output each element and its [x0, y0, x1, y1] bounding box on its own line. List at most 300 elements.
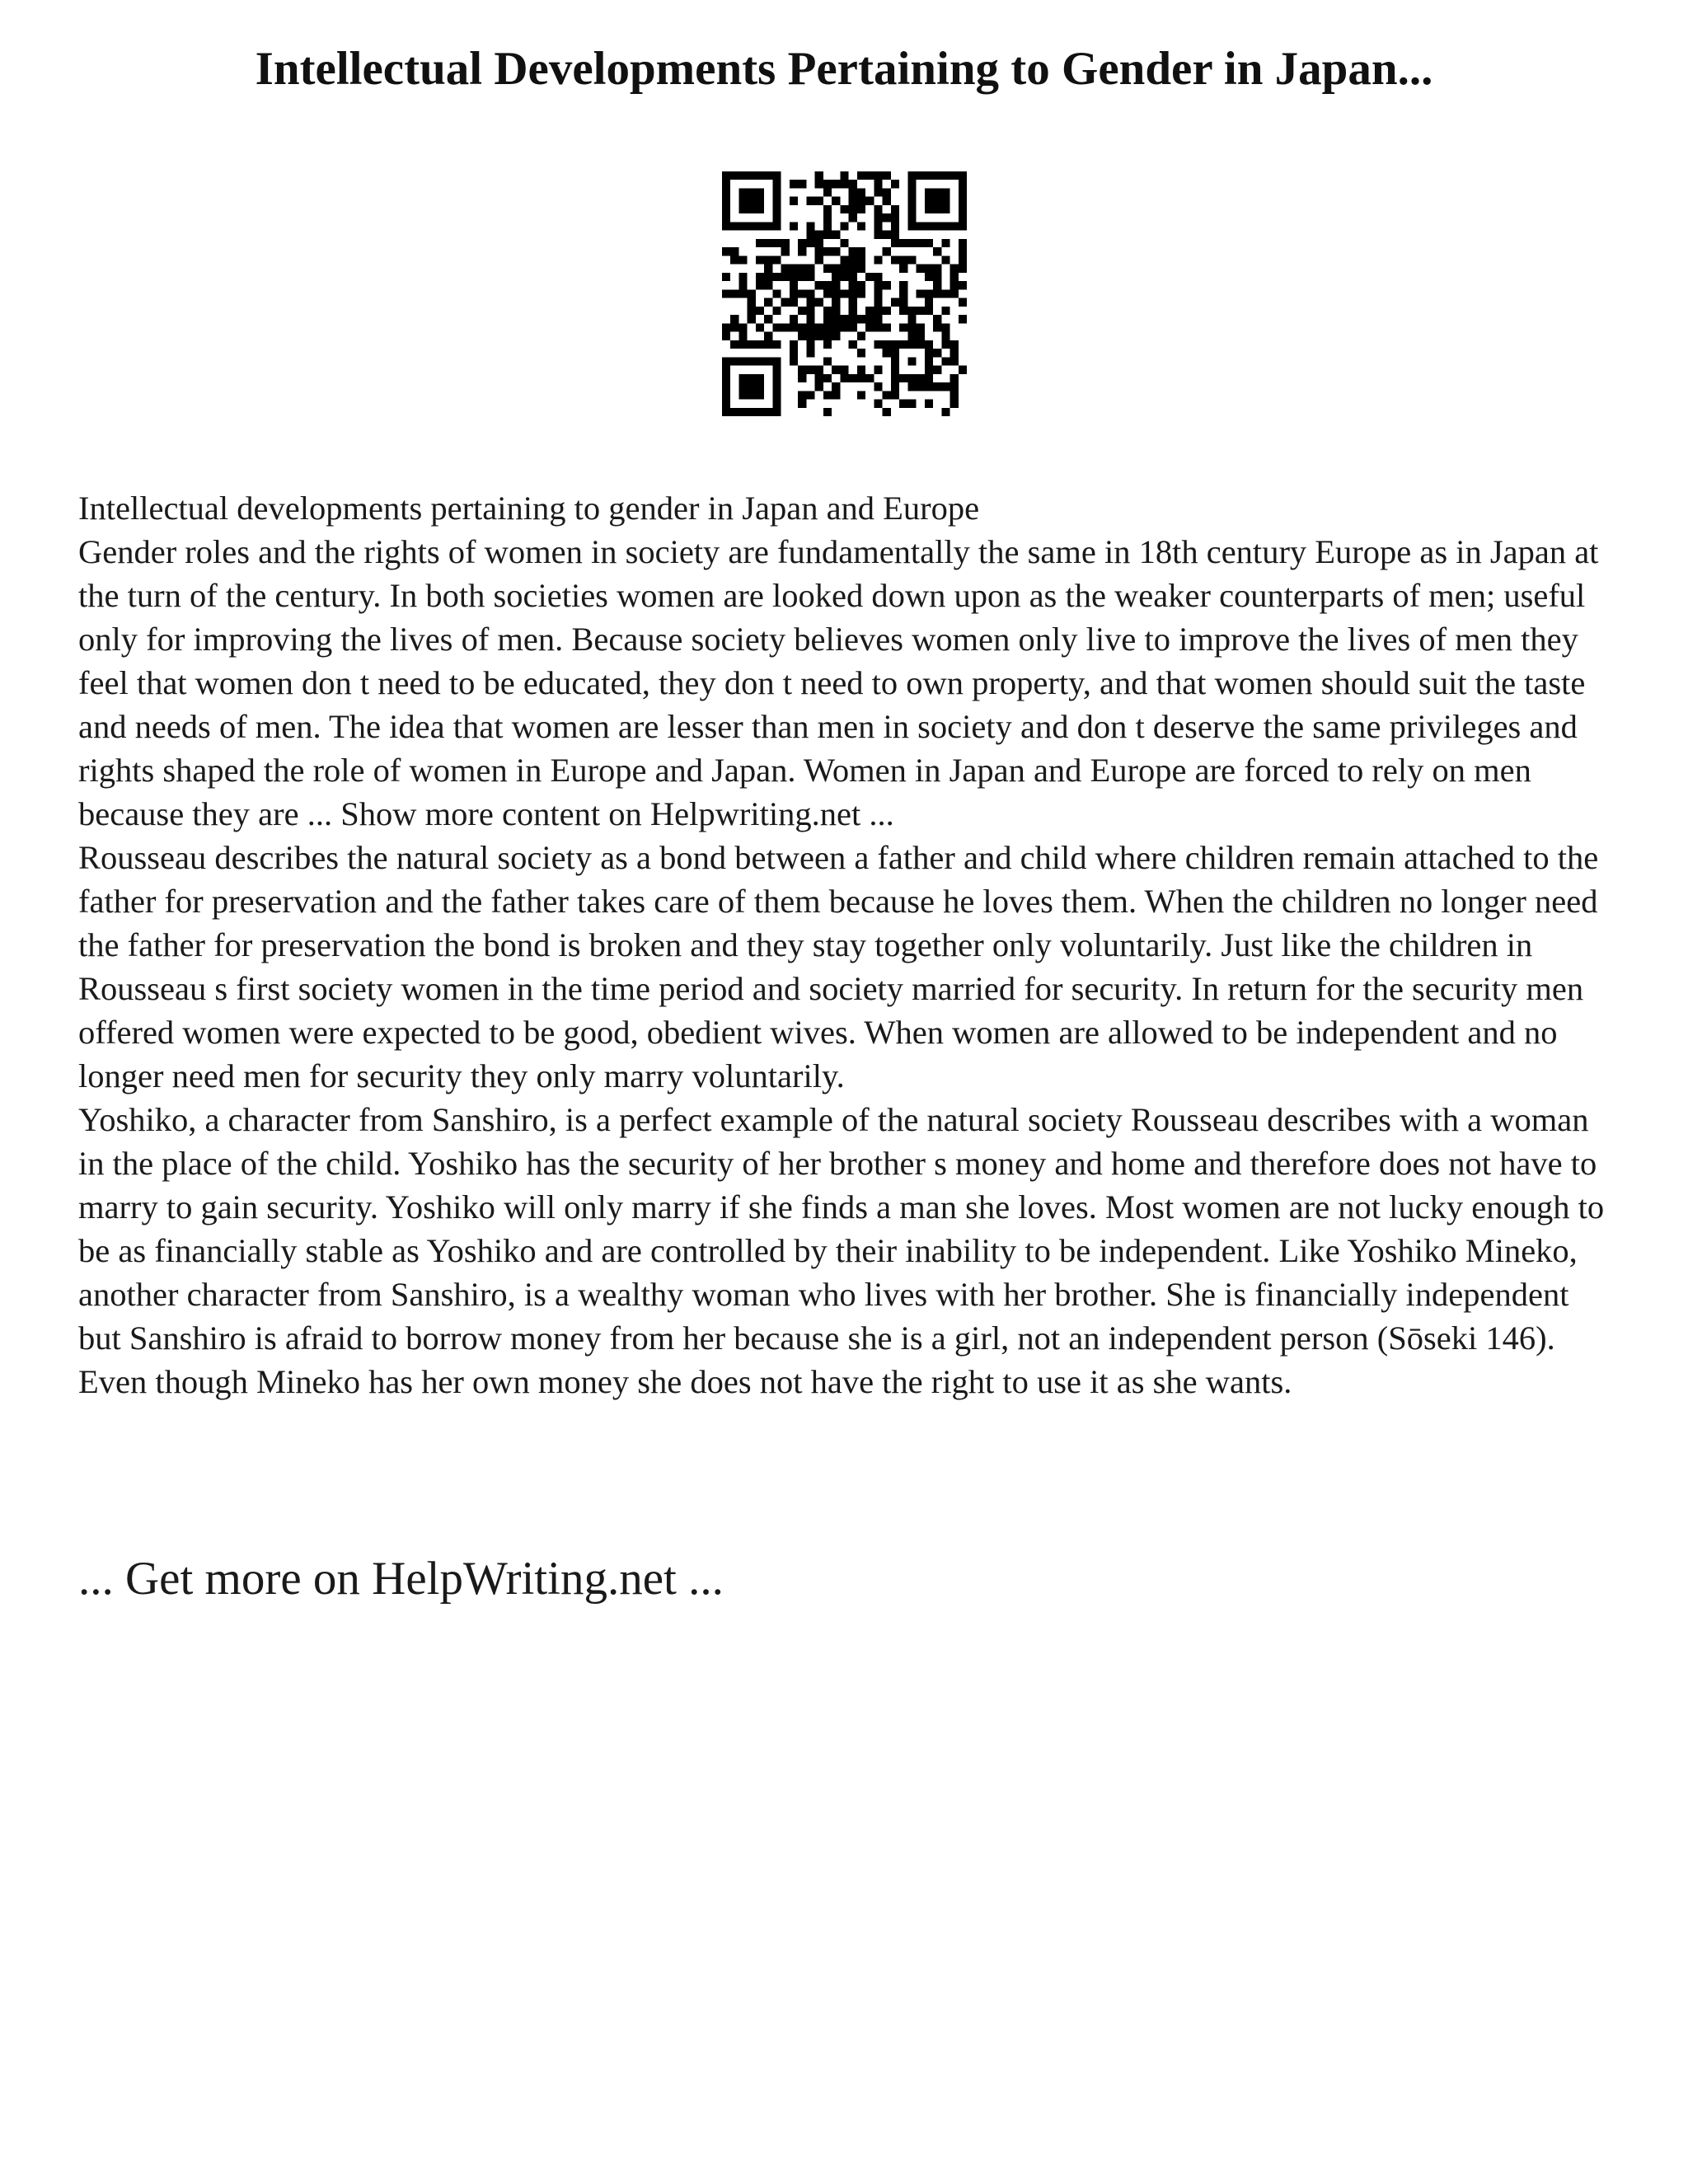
- qr-module: [840, 374, 848, 382]
- qr-module: [883, 188, 891, 196]
- qr-module: [874, 366, 882, 374]
- qr-module: [849, 323, 857, 331]
- qr-module: [849, 281, 857, 289]
- qr-module: [806, 289, 814, 298]
- qr-module: [823, 180, 832, 188]
- qr-module: [891, 391, 899, 399]
- qr-module: [832, 247, 840, 255]
- qr-module: [815, 374, 823, 382]
- qr-module: [899, 340, 907, 349]
- qr-module: [959, 255, 967, 264]
- qr-module: [722, 382, 730, 391]
- qr-module: [823, 391, 832, 399]
- qr-module: [832, 289, 840, 298]
- qr-module: [891, 366, 899, 374]
- qr-module: [917, 171, 925, 180]
- qr-module: [722, 180, 730, 188]
- qr-module: [857, 332, 865, 340]
- qr-module: [722, 171, 730, 180]
- qr-module: [738, 197, 747, 205]
- qr-module: [756, 307, 764, 315]
- qr-module: [959, 197, 967, 205]
- qr-module: [874, 323, 882, 331]
- qr-module: [815, 239, 823, 247]
- qr-module: [959, 315, 967, 323]
- qr-module: [756, 340, 764, 349]
- qr-module: [806, 239, 814, 247]
- qr-module: [917, 222, 925, 230]
- qr-module: [891, 349, 899, 357]
- qr-module: [865, 315, 874, 323]
- qr-module: [815, 323, 823, 331]
- qr-module: [756, 323, 764, 331]
- qr-module: [832, 315, 840, 323]
- qr-module: [933, 265, 941, 273]
- qr-module: [917, 340, 925, 349]
- qr-module: [933, 349, 941, 357]
- qr-module: [950, 374, 959, 382]
- qr-module: [891, 255, 899, 264]
- qr-module: [798, 180, 806, 188]
- qr-module: [823, 408, 832, 416]
- qr-module: [959, 281, 967, 289]
- qr-module: [772, 222, 781, 230]
- qr-module: [823, 205, 832, 213]
- qr-module: [823, 247, 832, 255]
- qr-module: [857, 281, 865, 289]
- qr-module: [738, 273, 747, 281]
- qr-module: [941, 205, 950, 213]
- qr-module: [748, 315, 756, 323]
- qr-module: [883, 307, 891, 315]
- qr-module: [941, 382, 950, 391]
- qr-module: [738, 281, 747, 289]
- qr-module: [874, 255, 882, 264]
- qr-module: [756, 281, 764, 289]
- qr-module: [933, 323, 941, 331]
- qr-module: [823, 323, 832, 331]
- qr-module: [874, 307, 882, 315]
- qr-module: [798, 273, 806, 281]
- qr-module: [933, 171, 941, 180]
- qr-module: [772, 391, 781, 399]
- qr-module: [756, 205, 764, 213]
- qr-module: [883, 247, 891, 255]
- qr-module: [806, 391, 814, 399]
- qr-module: [772, 188, 781, 196]
- qr-module: [730, 323, 738, 331]
- qr-module: [874, 188, 882, 196]
- qr-module: [849, 307, 857, 315]
- qr-module: [933, 315, 941, 323]
- qr-module: [772, 323, 781, 331]
- qr-module: [756, 239, 764, 247]
- qr-module: [840, 366, 848, 374]
- qr-module: [806, 273, 814, 281]
- qr-module: [840, 205, 848, 213]
- qr-module: [959, 239, 967, 247]
- qr-module: [925, 197, 933, 205]
- qr-module: [883, 213, 891, 222]
- qr-module: [730, 247, 738, 255]
- qr-module: [959, 171, 967, 180]
- qr-module: [874, 273, 882, 281]
- qr-module: [907, 205, 916, 213]
- qr-module: [941, 357, 950, 365]
- qr-module: [849, 205, 857, 213]
- qr-module: [917, 382, 925, 391]
- qr-module: [738, 332, 747, 340]
- qr-module: [941, 255, 950, 264]
- qr-module: [790, 289, 798, 298]
- qr-module: [849, 255, 857, 264]
- qr-module: [798, 374, 806, 382]
- qr-module: [883, 231, 891, 239]
- qr-module: [917, 239, 925, 247]
- qr-module: [764, 255, 772, 264]
- qr-module: [883, 340, 891, 349]
- qr-module: [874, 213, 882, 222]
- qr-module: [950, 281, 959, 289]
- qr-module: [722, 205, 730, 213]
- essay-paragraph-1: Gender roles and the rights of women in society are fundamentally the same in 18th century Europe as in Japan at the turn of the century. In both societies women are looked down upon as the weaker counterparts of men; useful only for improving the lives of men. Because society believes women only live to improve the lives of men they feel that women don t need to be educated, they don t need to own property, and that women should suit the taste and needs of men. The idea that women are lesser than men in society and don t deserve the same privileges and rights shaped the role of women in Europe and Japan. Women in Japan and Europe are forced to rely on men because they are ... Show more content on Helpwriting.net ...: [78, 533, 1599, 832]
- qr-module: [865, 374, 874, 382]
- qr-module: [941, 323, 950, 331]
- qr-module: [756, 197, 764, 205]
- qr-module: [798, 400, 806, 408]
- qr-module: [907, 171, 916, 180]
- qr-module: [907, 315, 916, 323]
- qr-module: [917, 307, 925, 315]
- qr-module: [941, 307, 950, 315]
- qr-module: [730, 289, 738, 298]
- qr-module: [790, 298, 798, 307]
- qr-module: [840, 222, 848, 230]
- qr-module: [756, 408, 764, 416]
- qr-module: [840, 239, 848, 247]
- qr-module: [832, 281, 840, 289]
- qr-module: [832, 366, 840, 374]
- qr-module: [823, 213, 832, 222]
- qr-module: [823, 188, 832, 196]
- qr-module: [933, 273, 941, 281]
- qr-module: [883, 281, 891, 289]
- qr-module: [907, 400, 916, 408]
- qr-module: [840, 171, 848, 180]
- qr-module: [748, 340, 756, 349]
- qr-module: [925, 298, 933, 307]
- qr-module: [925, 188, 933, 196]
- qr-module: [823, 374, 832, 382]
- qr-module: [899, 239, 907, 247]
- qr-module: [764, 298, 772, 307]
- qr-module: [722, 323, 730, 331]
- essay-body: [78, 486, 1620, 1404]
- qr-module: [764, 315, 772, 323]
- qr-module: [748, 188, 756, 196]
- qr-module: [823, 222, 832, 230]
- qr-module: [823, 289, 832, 298]
- qr-module: [790, 315, 798, 323]
- qr-module: [823, 332, 832, 340]
- qr-module: [798, 307, 806, 315]
- qr-module: [950, 265, 959, 273]
- qr-module: [823, 281, 832, 289]
- qr-module: [756, 171, 764, 180]
- qr-module: [772, 255, 781, 264]
- qr-module: [849, 315, 857, 323]
- qr-module: [925, 349, 933, 357]
- qr-module: [950, 349, 959, 357]
- qr-code-icon: [722, 171, 967, 416]
- qr-module: [730, 408, 738, 416]
- qr-module: [840, 323, 848, 331]
- qr-module: [950, 289, 959, 298]
- qr-module: [772, 180, 781, 188]
- qr-module: [959, 298, 967, 307]
- qr-module: [891, 180, 899, 188]
- qr-module: [874, 171, 882, 180]
- qr-module: [941, 340, 950, 349]
- qr-module: [941, 171, 950, 180]
- qr-module: [730, 222, 738, 230]
- qr-module: [925, 239, 933, 247]
- qr-module: [907, 307, 916, 315]
- qr-module: [772, 213, 781, 222]
- qr-module: [874, 400, 882, 408]
- qr-module: [933, 188, 941, 196]
- qr-module: [772, 366, 781, 374]
- qr-module: [857, 349, 865, 357]
- qr-module: [756, 374, 764, 382]
- qr-module: [849, 298, 857, 307]
- qr-module: [790, 197, 798, 205]
- qr-module: [748, 197, 756, 205]
- qr-module: [722, 391, 730, 399]
- qr-module: [925, 382, 933, 391]
- qr-module: [756, 188, 764, 196]
- qr-module: [832, 197, 840, 205]
- qr-module: [815, 247, 823, 255]
- qr-module: [891, 213, 899, 222]
- qr-module: [764, 332, 772, 340]
- qr-module: [907, 222, 916, 230]
- qr-module: [790, 281, 798, 289]
- qr-module: [959, 366, 967, 374]
- qr-module: [823, 315, 832, 323]
- qr-module: [772, 400, 781, 408]
- qr-module: [933, 281, 941, 289]
- qr-module: [806, 298, 814, 307]
- qr-module: [738, 222, 747, 230]
- qr-module: [738, 374, 747, 382]
- qr-module: [815, 197, 823, 205]
- qr-module: [941, 332, 950, 340]
- qr-module: [798, 289, 806, 298]
- qr-module: [907, 340, 916, 349]
- qr-module: [840, 289, 848, 298]
- qr-module: [907, 197, 916, 205]
- qr-module: [764, 265, 772, 273]
- qr-module: [832, 332, 840, 340]
- qr-module: [832, 307, 840, 315]
- qr-module: [950, 391, 959, 399]
- qr-module: [840, 180, 848, 188]
- qr-module: [865, 197, 874, 205]
- qr-module: [823, 265, 832, 273]
- qr-module: [917, 332, 925, 340]
- qr-module: [781, 239, 790, 247]
- qr-module: [865, 307, 874, 315]
- qr-module: [874, 222, 882, 230]
- qr-module: [806, 315, 814, 323]
- qr-module: [815, 382, 823, 391]
- qr-module: [748, 205, 756, 213]
- qr-module: [840, 273, 848, 281]
- qr-module: [941, 408, 950, 416]
- qr-module: [722, 408, 730, 416]
- qr-module: [738, 188, 747, 196]
- qr-module: [959, 247, 967, 255]
- qr-module: [772, 289, 781, 298]
- qr-module: [722, 400, 730, 408]
- qr-module: [899, 281, 907, 289]
- qr-module: [941, 197, 950, 205]
- qr-module: [849, 340, 857, 349]
- qr-module: [832, 265, 840, 273]
- qr-module: [738, 357, 747, 365]
- qr-module: [806, 366, 814, 374]
- qr-module: [815, 281, 823, 289]
- qr-module: [874, 180, 882, 188]
- get-more-link[interactable]: ... Get more on HelpWriting.net ...: [78, 1553, 724, 1605]
- qr-module: [756, 255, 764, 264]
- qr-module: [722, 213, 730, 222]
- qr-module: [840, 315, 848, 323]
- qr-module: [950, 382, 959, 391]
- qr-module: [899, 298, 907, 307]
- qr-module: [722, 222, 730, 230]
- qr-module: [806, 231, 814, 239]
- qr-module: [849, 289, 857, 298]
- qr-module: [925, 374, 933, 382]
- qr-module: [849, 197, 857, 205]
- qr-module: [756, 273, 764, 281]
- qr-module: [798, 239, 806, 247]
- qr-module: [849, 265, 857, 273]
- qr-module: [748, 307, 756, 315]
- qr-module: [933, 289, 941, 298]
- qr-module: [806, 222, 814, 230]
- qr-module: [832, 180, 840, 188]
- qr-module: [925, 289, 933, 298]
- qr-module: [722, 366, 730, 374]
- qr-module: [883, 323, 891, 331]
- essay-paragraph-3: Yoshiko, a character from Sanshiro, is a perfect example of the natural society Rousseau describes with a woman in the place of the child. Yoshiko has the security of her brother s money and home and therefore does not have to marry to gain security. Yoshiko will only marry if she finds a man she loves. Most women are not lucky enough to be as financially stable as Yoshiko and are controlled by their inability to be independent. Like Yoshiko Mineko, another character from Sanshiro, is a wealthy woman who lives with her brother. She is financially independent but Sanshiro is afraid to borrow money from her because she is a girl, not an independent person (Sōseki 146). Even though Mineko has her own money she does not have the right to use it as she wants.: [78, 1101, 1605, 1400]
- qr-module: [857, 247, 865, 255]
- qr-module: [883, 197, 891, 205]
- qr-module: [764, 273, 772, 281]
- qr-module: [798, 391, 806, 399]
- qr-module: [798, 265, 806, 273]
- qr-module: [790, 222, 798, 230]
- qr-module: [899, 289, 907, 298]
- qr-module: [738, 323, 747, 331]
- qr-module: [933, 366, 941, 374]
- qr-module: [849, 247, 857, 255]
- qr-module: [772, 382, 781, 391]
- qr-module: [959, 205, 967, 213]
- qr-module: [722, 188, 730, 196]
- qr-module: [730, 315, 738, 323]
- qr-module: [950, 273, 959, 281]
- qr-module: [823, 307, 832, 315]
- qr-module: [772, 374, 781, 382]
- qr-module: [925, 222, 933, 230]
- qr-module: [730, 255, 738, 264]
- qr-module: [823, 357, 832, 365]
- qr-module: [865, 171, 874, 180]
- qr-module: [756, 357, 764, 365]
- qr-module: [857, 265, 865, 273]
- qr-module: [772, 273, 781, 281]
- qr-module: [730, 357, 738, 365]
- qr-module: [772, 357, 781, 365]
- qr-module: [764, 408, 772, 416]
- qr-module: [891, 239, 899, 247]
- qr-module: [899, 323, 907, 331]
- qr-module: [815, 332, 823, 340]
- qr-module: [764, 239, 772, 247]
- qr-module: [891, 357, 899, 365]
- qr-module: [815, 366, 823, 374]
- qr-module: [756, 222, 764, 230]
- qr-module: [874, 231, 882, 239]
- qr-module: [738, 171, 747, 180]
- qr-module: [925, 366, 933, 374]
- qr-module: [917, 323, 925, 331]
- qr-module: [748, 408, 756, 416]
- qr-module: [849, 180, 857, 188]
- qr-module: [798, 366, 806, 374]
- qr-module: [925, 357, 933, 365]
- qr-module: [857, 188, 865, 196]
- qr-module: [832, 323, 840, 331]
- qr-module: [790, 273, 798, 281]
- qr-module: [907, 213, 916, 222]
- qr-module: [959, 180, 967, 188]
- qr-module: [874, 289, 882, 298]
- qr-module: [933, 205, 941, 213]
- qr-module: [772, 171, 781, 180]
- page-title: Intellectual Developments Pertaining to Gender in Japan...: [255, 43, 1433, 95]
- qr-module: [722, 332, 730, 340]
- qr-module: [950, 171, 959, 180]
- qr-module: [815, 255, 823, 264]
- qr-module: [832, 231, 840, 239]
- qr-module: [790, 265, 798, 273]
- qr-module: [917, 374, 925, 382]
- qr-module: [899, 400, 907, 408]
- qr-module: [857, 289, 865, 298]
- qr-module: [857, 366, 865, 374]
- qr-module: [815, 171, 823, 180]
- qr-module: [730, 340, 738, 349]
- qr-module: [925, 307, 933, 315]
- qr-module: [874, 382, 882, 391]
- qr-module: [798, 323, 806, 331]
- qr-module: [941, 188, 950, 196]
